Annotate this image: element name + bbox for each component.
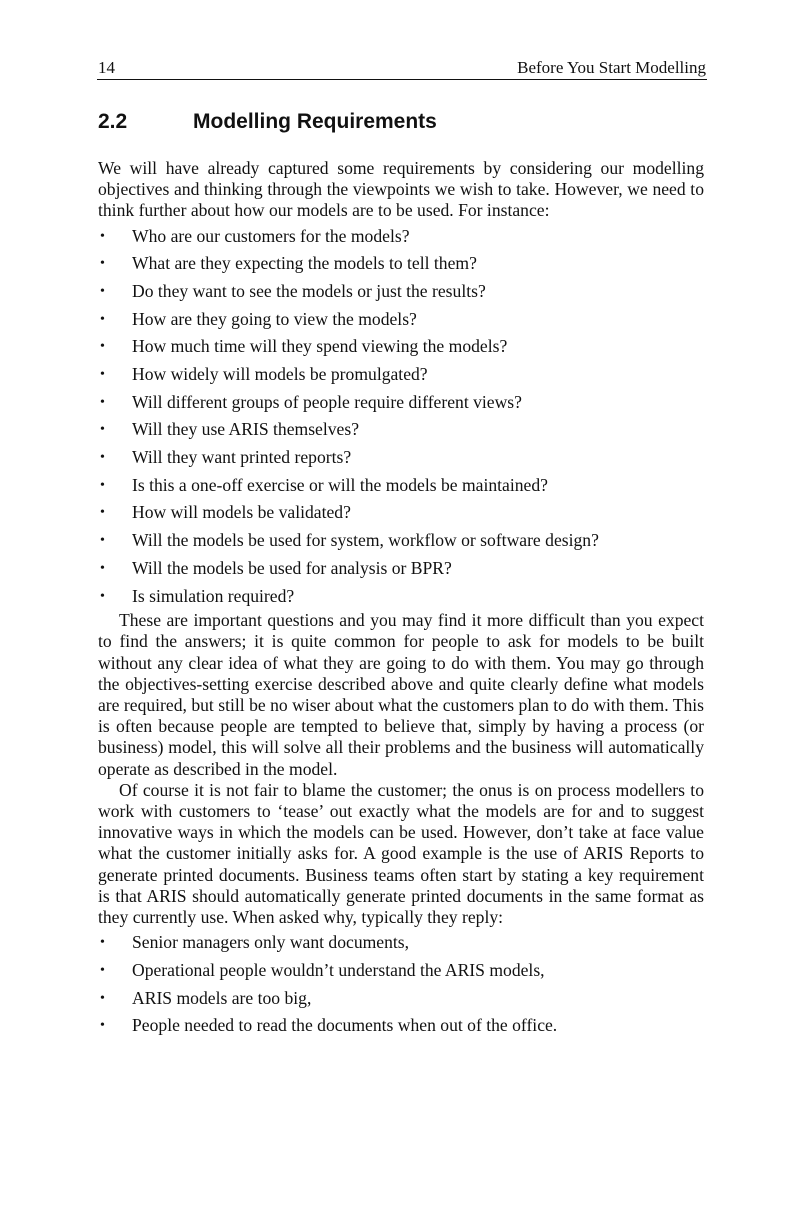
list-item-text: Will the models be used for analysis or BPR? xyxy=(132,557,452,578)
list-item xyxy=(98,957,704,985)
list-item-text: Who are our customers for the models? xyxy=(132,225,410,246)
list-item xyxy=(98,444,704,472)
bullet-icon: • xyxy=(100,505,105,521)
list-item-text: People needed to read the documents when out of the office. xyxy=(132,1015,558,1036)
list-item-text: Is simulation required? xyxy=(132,585,295,606)
list-item-text: How much time will they spend viewing the models? xyxy=(132,336,508,357)
list-item xyxy=(98,223,704,251)
list-item xyxy=(98,472,704,500)
list-item xyxy=(98,250,704,278)
bullet-icon: • xyxy=(100,283,105,299)
list-item xyxy=(98,306,704,334)
section-heading xyxy=(98,108,437,136)
bullet-icon: • xyxy=(100,962,105,978)
bullet-icon: • xyxy=(100,1018,105,1034)
questions-list xyxy=(98,223,704,611)
paragraph-questions-discussion: These are important questions and you may find it more difficult than you expect to find the answers; it is quite common for people to ask for models to be built without any clear idea of what they are going to do with them. You may go through the objectives-setting exercise described above and quite clearly define what models are required, but still be no wiser about what the customers plan to do with them. This is often because people are tempted to believe that, simply by having a process (or business) model, this will solve all their problems and the business will automatically operate as described in the model. xyxy=(98,610,704,779)
list-item xyxy=(98,555,704,583)
list-item-text: What are they expecting the models to tell them? xyxy=(132,253,477,274)
list-item-text: Senior managers only want documents, xyxy=(132,932,410,953)
list-item xyxy=(98,278,704,306)
list-item xyxy=(98,416,704,444)
list-item xyxy=(98,389,704,417)
list-item-text: Do they want to see the models or just the results? xyxy=(132,280,486,301)
bullet-icon: • xyxy=(100,422,105,438)
bullet-icon: • xyxy=(100,560,105,576)
list-item xyxy=(98,527,704,555)
paragraph-customer-requirements: Of course it is not fair to blame the customer; the onus is on process modellers to work with customers to ‘tease’ out exactly what the models are for and to suggest innovative ways in which the models can be used. However, don’t take at face value what the customer initially asks for. A good example is the use of ARIS Reports to generate printed documents. Business teams often start by stating a key requirement is that ARIS should automatically generate printed documents in the same format as they currently use. When asked why, typically they reply: xyxy=(98,779,704,928)
list-item-text: Will they use ARIS themselves? xyxy=(132,419,360,440)
header-rule xyxy=(97,79,707,80)
list-item xyxy=(98,361,704,389)
list-item-text: Will different groups of people require different views? xyxy=(132,391,522,412)
list-item-text: Will they want printed reports? xyxy=(132,447,352,468)
list-item-text: How will models be validated? xyxy=(132,502,351,523)
bullet-icon: • xyxy=(100,477,105,493)
list-item xyxy=(98,1012,704,1040)
bullet-icon: • xyxy=(100,228,105,244)
list-item xyxy=(98,499,704,527)
list-item xyxy=(98,333,704,361)
list-item-text: How widely will models be promulgated? xyxy=(132,364,428,385)
list-item-text: ARIS models are too big, xyxy=(132,987,312,1008)
list-item xyxy=(98,583,704,611)
bullet-icon: • xyxy=(100,935,105,951)
bullet-icon: • xyxy=(100,339,105,355)
list-item-text: Is this a one-off exercise or will the models be maintained? xyxy=(132,474,548,495)
list-item xyxy=(98,985,704,1013)
bullet-icon: • xyxy=(100,256,105,272)
section-title: Modelling Requirements xyxy=(193,110,437,133)
bullet-icon: • xyxy=(100,588,105,604)
list-item xyxy=(98,929,704,957)
intro-paragraph: We will have already captured some requirements by considering our modelling objectives and thinking through the viewpoints we wish to take. However, we need to think further about how our models are to be used. For instance: xyxy=(98,158,704,221)
list-item-text: Will the models be used for system, workflow or software design? xyxy=(132,530,599,551)
bullet-icon: • xyxy=(100,533,105,549)
bullet-icon: • xyxy=(100,367,105,383)
bullet-icon: • xyxy=(100,394,105,410)
bullet-icon: • xyxy=(100,450,105,466)
list-item-text: How are they going to view the models? xyxy=(132,308,417,329)
running-header xyxy=(98,58,706,78)
replies-list xyxy=(98,929,704,1040)
bullet-icon: • xyxy=(100,990,105,1006)
bullet-icon: • xyxy=(100,311,105,327)
page-number: 14 xyxy=(98,58,115,77)
running-title: Before You Start Modelling xyxy=(517,58,706,77)
body-text xyxy=(98,158,704,1040)
section-number: 2.2 xyxy=(98,110,128,133)
list-item-text: Operational people wouldn’t understand the ARIS models, xyxy=(132,959,545,980)
